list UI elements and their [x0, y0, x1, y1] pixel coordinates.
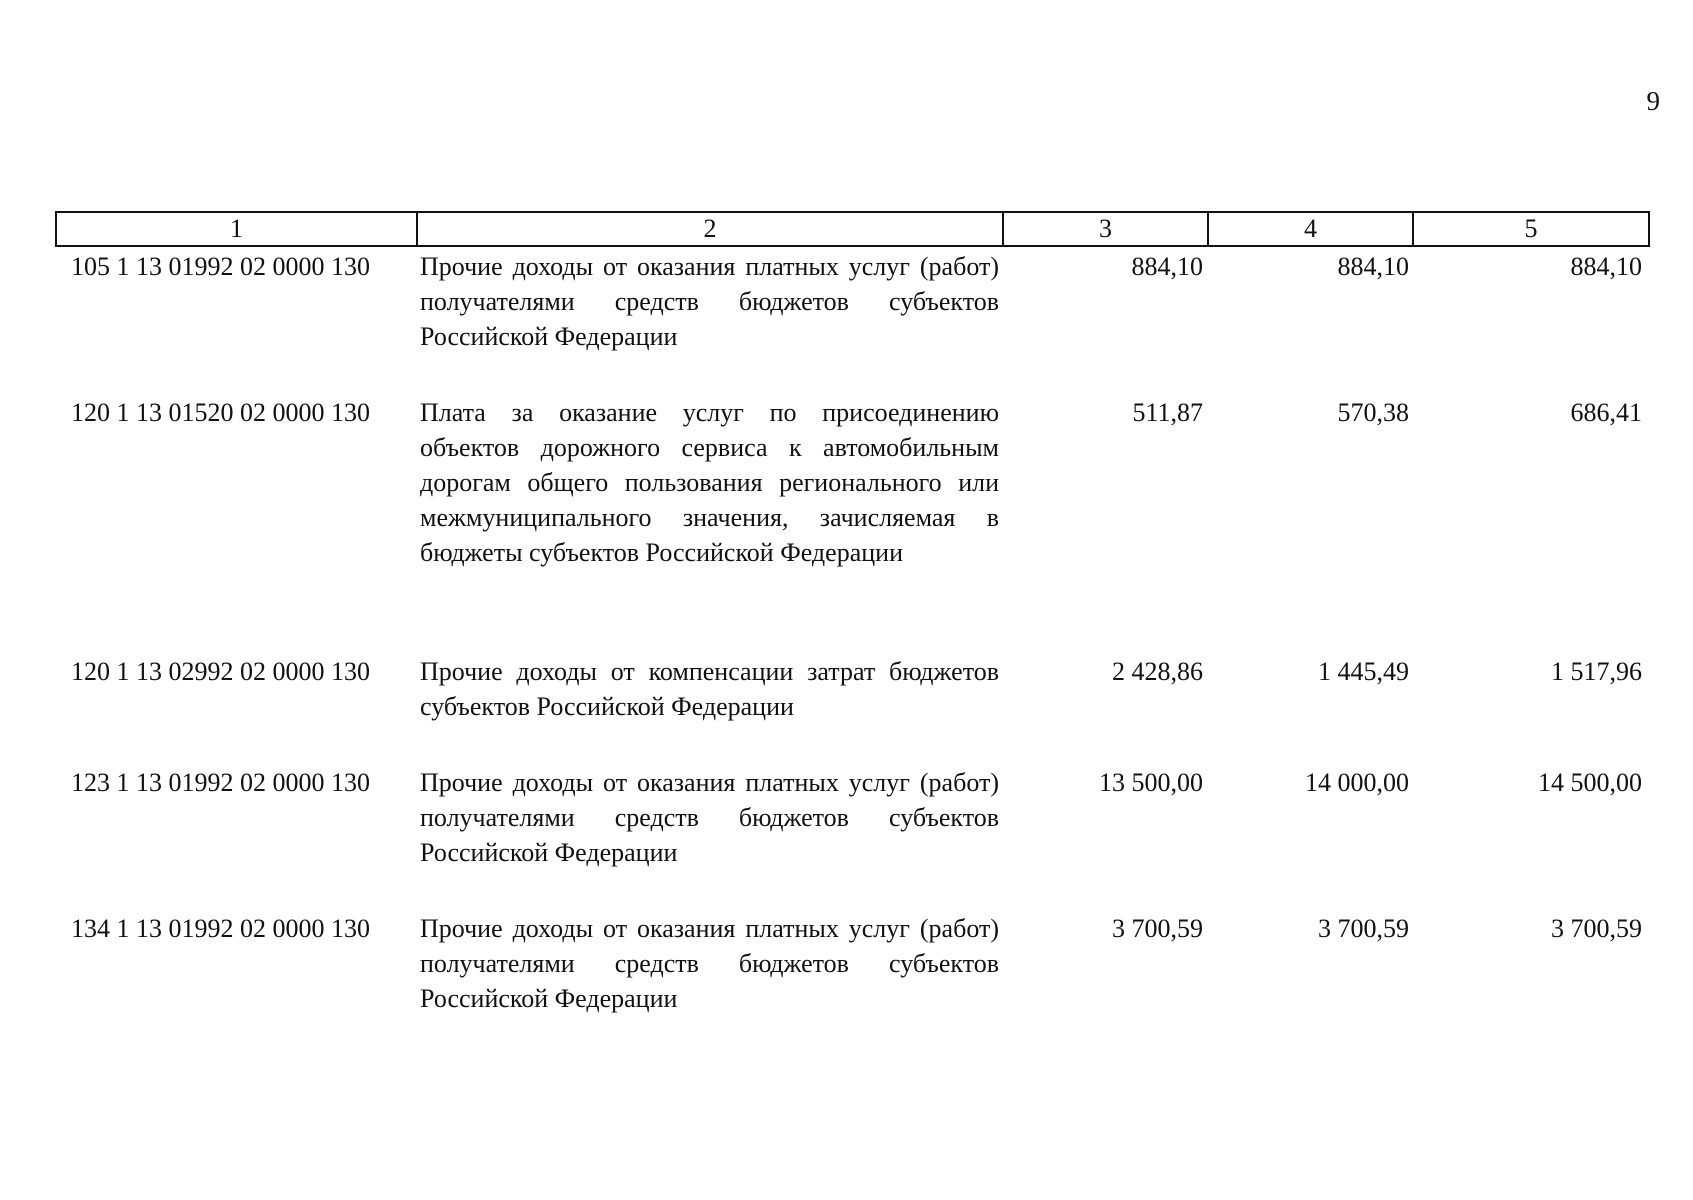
budget-code: 134 1 13 01992 02 0000 130: [71, 914, 370, 943]
column-header-4: 4: [1209, 213, 1414, 245]
value-col-3: 511,87: [1132, 398, 1203, 427]
value-col-4: 570,38: [1337, 398, 1409, 427]
value-col-4: 1 445,49: [1318, 657, 1409, 686]
value-col-5: 884,10: [1570, 252, 1642, 281]
value-col-3: 13 500,00: [1099, 768, 1203, 797]
value-col-4: 14 000,00: [1305, 768, 1409, 797]
column-header-2: 2: [418, 213, 1004, 245]
value-col-3: 2 428,86: [1112, 657, 1203, 686]
budget-code: 105 1 13 01992 02 0000 130: [71, 252, 370, 281]
income-name: Прочие доходы от компенсации затрат бюджетов субъектов Российской Федерации: [420, 657, 999, 721]
table-row: [55, 765, 1650, 911]
income-name: Прочие доходы от оказания платных услуг (работ) получателями средств бюджетов субъектов Российской Федерации: [420, 768, 999, 867]
budget-code: 123 1 13 01992 02 0000 130: [71, 768, 370, 797]
value-col-5: 686,41: [1570, 398, 1642, 427]
income-name: Плата за оказание услуг по присоединению объектов дорожного сервиса к автомобильным дорогам общего пользования регионального или межмуниципального значения, зачисляемая в бюджеты субъектов Российской Федерации: [420, 398, 999, 567]
income-name: Прочие доходы от оказания платных услуг (работ) получателями средств бюджетов субъектов Российской Федерации: [420, 914, 999, 1013]
column-header-3: 3: [1004, 213, 1209, 245]
table-body: [55, 249, 1650, 1031]
table-row: [55, 249, 1650, 395]
budget-code: 120 1 13 02992 02 0000 130: [71, 657, 370, 686]
table-row: [55, 395, 1650, 654]
page-number: 9: [1646, 86, 1660, 116]
column-header-1: 1: [57, 213, 418, 245]
value-col-3: 3 700,59: [1112, 914, 1203, 943]
table-header: [55, 211, 1650, 247]
table-row: [55, 911, 1650, 1031]
value-col-5: 1 517,96: [1551, 657, 1642, 686]
table-row: [55, 654, 1650, 765]
value-col-3: 884,10: [1131, 252, 1203, 281]
value-col-4: 3 700,59: [1318, 914, 1409, 943]
budget-code: 120 1 13 01520 02 0000 130: [71, 398, 370, 427]
value-col-4: 884,10: [1337, 252, 1409, 281]
income-name: Прочие доходы от оказания платных услуг (работ) получателями средств бюджетов субъектов Российской Федерации: [420, 252, 999, 351]
value-col-5: 14 500,00: [1538, 768, 1642, 797]
column-header-5: 5: [1524, 214, 1538, 243]
value-col-5: 3 700,59: [1551, 914, 1642, 943]
